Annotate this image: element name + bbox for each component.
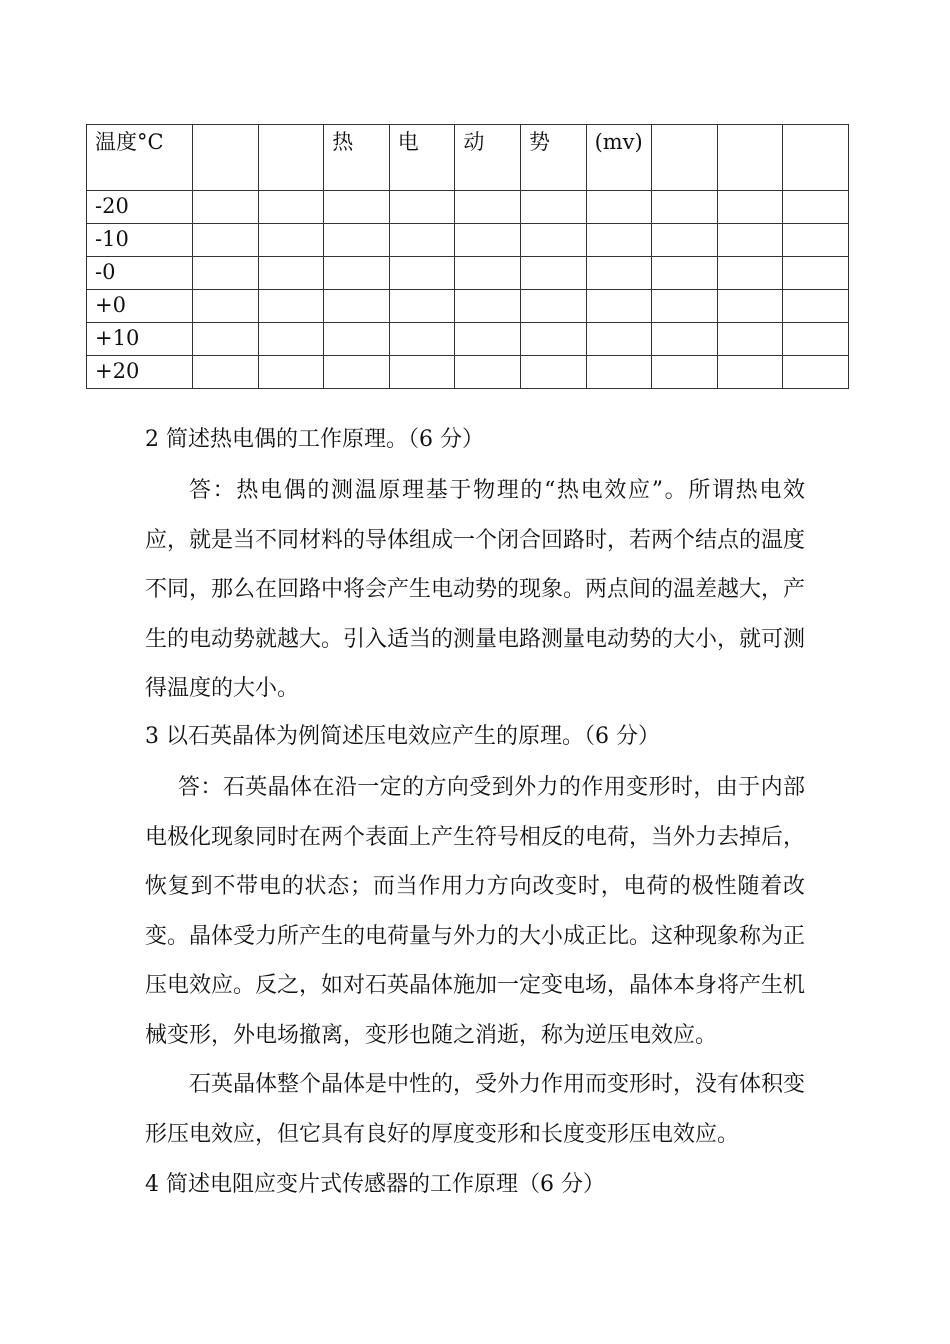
table-cell — [258, 356, 324, 389]
table-cell — [520, 356, 586, 389]
table-cell — [258, 257, 324, 290]
table-cell — [586, 224, 652, 257]
table-cell — [586, 290, 652, 323]
question-3-answer — [145, 763, 805, 1159]
table-cell — [586, 356, 652, 389]
table-cell — [520, 290, 586, 323]
table-cell — [258, 323, 324, 356]
table-cell — [652, 125, 718, 191]
answer-paragraph: 答：热电偶的测温原理基于物理的“热电效应”。所谓热电效应，就是当不同材料的导体组成一个闭合回路时，若两个结点的温度不同，那么在回路中将会产生电动势的现象。两点间的温差越大，产生的电动势就越大。引入适当的测量电路测量电动势的大小，就可测得温度的大小。 — [145, 478, 806, 701]
table-cell-label: +10 — [87, 323, 193, 356]
table-row — [87, 356, 849, 389]
table-cell — [193, 191, 259, 224]
table-cell: 电 — [389, 125, 455, 191]
table-cell — [193, 323, 259, 356]
table-cell — [455, 323, 521, 356]
table-cell — [652, 224, 718, 257]
table-cell — [193, 224, 259, 257]
table-cell: 热 — [324, 125, 390, 191]
table-cell — [586, 323, 652, 356]
table-cell — [324, 356, 390, 389]
table-cell — [652, 323, 718, 356]
table-cell — [783, 290, 849, 323]
table-cell — [455, 224, 521, 257]
table-cell — [783, 323, 849, 356]
table-cell — [193, 257, 259, 290]
table-cell — [389, 323, 455, 356]
table-cell — [520, 323, 586, 356]
table-cell-label: +20 — [87, 356, 193, 389]
table-cell-label: -0 — [87, 257, 193, 290]
table-row — [87, 290, 849, 323]
table-cell-label: -20 — [87, 191, 193, 224]
table-cell — [520, 191, 586, 224]
table-header-row — [87, 125, 849, 191]
table-cell — [389, 224, 455, 257]
table-cell — [652, 257, 718, 290]
table-row — [87, 191, 849, 224]
table-cell — [389, 191, 455, 224]
table-cell — [586, 191, 652, 224]
table-cell — [717, 125, 783, 191]
table-cell — [717, 323, 783, 356]
question-4-heading: 4 简述电阻应变片式传感器的工作原理（6 分） — [145, 1172, 605, 1197]
table-cell — [324, 323, 390, 356]
table-cell: (mv) — [586, 125, 652, 191]
table-cell — [717, 257, 783, 290]
table-cell-label: +0 — [87, 290, 193, 323]
table-row — [87, 323, 849, 356]
table-cell — [455, 290, 521, 323]
table-cell — [783, 224, 849, 257]
table-cell — [389, 356, 455, 389]
table-cell — [258, 125, 324, 191]
table-cell: 势 — [520, 125, 586, 191]
question-3-heading: 3 以石英晶体为例简述压电效应产生的原理。（6 分） — [145, 724, 660, 749]
table-cell: 动 — [455, 125, 521, 191]
table-cell — [783, 257, 849, 290]
table-cell — [389, 257, 455, 290]
table-cell — [520, 257, 586, 290]
table-cell — [652, 290, 718, 323]
table-cell-label: -10 — [87, 224, 193, 257]
table-row — [87, 257, 849, 290]
table-cell — [389, 290, 455, 323]
table-cell — [717, 191, 783, 224]
table-cell — [193, 356, 259, 389]
table-cell — [652, 356, 718, 389]
table-cell — [783, 125, 849, 191]
table-cell — [455, 356, 521, 389]
table-cell — [717, 356, 783, 389]
table-cell — [324, 191, 390, 224]
table-cell — [717, 290, 783, 323]
table-cell — [783, 356, 849, 389]
table-cell-label: 温度°C — [87, 125, 193, 191]
table-cell — [258, 224, 324, 257]
table-cell — [520, 224, 586, 257]
table-cell — [324, 290, 390, 323]
table-cell — [783, 191, 849, 224]
table-cell — [586, 257, 652, 290]
answer-paragraph: 答：石英晶体在沿一定的方向受到外力的作用变形时，由于内部电极化现象同时在两个表面上产生符号相反的电荷，当外力去掉后，恢复到不带电的状态；而当作用力方向改变时，电荷的极性随着改变。晶体受力所产生的电荷量与外力的大小成正比。这种现象称为正压电效应。反之，如对石英晶体施加一定变电场，晶体本身将产生机械变形，外电场撤离，变形也随之消逝，称为逆压电效应。 — [145, 775, 806, 1048]
table-cell — [324, 257, 390, 290]
table-row — [87, 224, 849, 257]
question-2-answer — [145, 466, 805, 714]
note-paragraph: 石英晶体整个晶体是中性的，受外力作用而变形时，没有体积变形压电效应，但它具有良好的厚度变形和长度变形压电效应。 — [145, 1072, 806, 1147]
table-cell — [258, 191, 324, 224]
question-2-heading: 2 简述热电偶的工作原理。（6 分） — [145, 427, 484, 452]
table-cell — [193, 125, 259, 191]
table-cell — [455, 191, 521, 224]
table-cell — [258, 290, 324, 323]
table-cell — [455, 257, 521, 290]
table-cell — [717, 224, 783, 257]
thermocouple-emf-table — [86, 124, 849, 389]
table-cell — [193, 290, 259, 323]
table-cell — [652, 191, 718, 224]
table-cell — [324, 224, 390, 257]
